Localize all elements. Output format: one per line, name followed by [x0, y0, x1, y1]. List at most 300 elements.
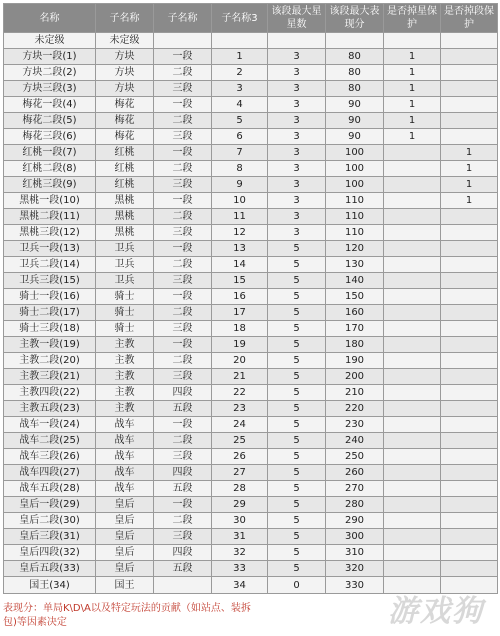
table-cell: 5 [268, 417, 326, 433]
table-cell [212, 33, 268, 49]
table-cell: 三段 [154, 177, 212, 193]
table-cell: 3 [268, 145, 326, 161]
table-cell: 主教 [96, 401, 154, 417]
table-cell: 12 [212, 225, 268, 241]
table-header-row [4, 4, 498, 33]
table-cell: 5 [268, 337, 326, 353]
rank-table-container [3, 3, 497, 594]
table-cell: 260 [326, 465, 384, 481]
table-cell [384, 273, 441, 289]
table-cell: 5 [268, 449, 326, 465]
table-cell [384, 433, 441, 449]
table-cell: 红桃 [96, 177, 154, 193]
table-row [4, 241, 498, 257]
table-row [4, 49, 498, 65]
table-cell: 黑桃三段(12) [4, 225, 96, 241]
table-cell: 3 [268, 193, 326, 209]
table-cell: 皇后四段(32) [4, 545, 96, 561]
table-cell: 100 [326, 145, 384, 161]
table-cell [384, 257, 441, 273]
table-cell: 22 [212, 385, 268, 401]
table-row [4, 513, 498, 529]
table-row [4, 273, 498, 289]
table-cell [384, 161, 441, 177]
table-cell [441, 481, 498, 497]
table-cell: 2 [212, 65, 268, 81]
table-cell [441, 337, 498, 353]
table-cell: 一段 [154, 417, 212, 433]
table-cell: 24 [212, 417, 268, 433]
table-cell: 黑桃二段(11) [4, 209, 96, 225]
table-cell: 90 [326, 113, 384, 129]
table-cell [441, 433, 498, 449]
table-cell [154, 577, 212, 594]
table-cell: 5 [268, 561, 326, 577]
table-cell: 三段 [154, 225, 212, 241]
table-cell: 战车 [96, 481, 154, 497]
table-cell: 红桃 [96, 145, 154, 161]
table-cell: 5 [268, 273, 326, 289]
table-cell [384, 145, 441, 161]
table-cell [441, 401, 498, 417]
table-cell: 三段 [154, 449, 212, 465]
table-cell: 27 [212, 465, 268, 481]
table-cell: 110 [326, 209, 384, 225]
table-cell: 方块 [96, 65, 154, 81]
table-cell: 3 [268, 65, 326, 81]
table-cell: 200 [326, 369, 384, 385]
table-cell: 皇后 [96, 513, 154, 529]
table-cell: 黑桃一段(10) [4, 193, 96, 209]
table-cell [384, 209, 441, 225]
table-cell: 二段 [154, 65, 212, 81]
table-cell [441, 273, 498, 289]
table-cell: 1 [384, 65, 441, 81]
table-cell: 战车 [96, 417, 154, 433]
column-header: 是否掉段保护 [441, 4, 498, 33]
table-cell: 190 [326, 353, 384, 369]
table-row [4, 433, 498, 449]
table-cell: 黑桃 [96, 209, 154, 225]
table-cell: 15 [212, 273, 268, 289]
table-row [4, 449, 498, 465]
table-cell: 梅花三段(6) [4, 129, 96, 145]
table-cell: 5 [268, 257, 326, 273]
table-row [4, 289, 498, 305]
table-cell: 卫兵 [96, 241, 154, 257]
table-cell: 230 [326, 417, 384, 433]
column-header: 子名称 [96, 4, 154, 33]
table-cell: 33 [212, 561, 268, 577]
table-cell: 3 [268, 49, 326, 65]
table-cell [384, 529, 441, 545]
table-cell: 黑桃 [96, 225, 154, 241]
table-cell: 主教 [96, 385, 154, 401]
table-cell [441, 449, 498, 465]
table-cell: 3 [268, 129, 326, 145]
table-cell: 9 [212, 177, 268, 193]
table-row [4, 337, 498, 353]
table-cell [441, 209, 498, 225]
table-row [4, 225, 498, 241]
table-cell: 皇后三段(31) [4, 529, 96, 545]
table-cell: 方块二段(2) [4, 65, 96, 81]
table-cell: 5 [268, 433, 326, 449]
table-row [4, 65, 498, 81]
table-cell: 骑士三段(18) [4, 321, 96, 337]
table-cell: 一段 [154, 289, 212, 305]
table-cell: 34 [212, 577, 268, 594]
table-cell: 三段 [154, 129, 212, 145]
table-cell: 主教 [96, 337, 154, 353]
table-cell [384, 465, 441, 481]
table-row [4, 129, 498, 145]
table-cell: 主教五段(23) [4, 401, 96, 417]
table-cell: 29 [212, 497, 268, 513]
table-cell: 皇后 [96, 497, 154, 513]
table-cell: 红桃 [96, 161, 154, 177]
table-row [4, 257, 498, 273]
table-cell: 3 [268, 97, 326, 113]
table-cell: 160 [326, 305, 384, 321]
table-cell: 5 [268, 305, 326, 321]
table-cell [441, 305, 498, 321]
table-cell: 140 [326, 273, 384, 289]
column-header: 该段最大星星数 [268, 4, 326, 33]
table-cell: 3 [268, 209, 326, 225]
table-cell: 二段 [154, 161, 212, 177]
table-cell: 四段 [154, 545, 212, 561]
table-cell: 主教 [96, 369, 154, 385]
column-header: 子名称3 [212, 4, 268, 33]
table-cell: 黑桃 [96, 193, 154, 209]
table-cell: 90 [326, 97, 384, 113]
table-cell: 100 [326, 161, 384, 177]
table-cell: 5 [268, 481, 326, 497]
table-cell: 战车三段(26) [4, 449, 96, 465]
table-cell: 卫兵一段(13) [4, 241, 96, 257]
table-cell [441, 545, 498, 561]
table-cell: 皇后一段(29) [4, 497, 96, 513]
table-cell: 1 [384, 113, 441, 129]
table-cell: 战车一段(24) [4, 417, 96, 433]
table-cell: 5 [268, 465, 326, 481]
table-cell: 320 [326, 561, 384, 577]
table-row [4, 145, 498, 161]
table-cell [441, 417, 498, 433]
table-cell [384, 401, 441, 417]
table-cell: 5 [268, 385, 326, 401]
table-cell: 14 [212, 257, 268, 273]
table-cell: 二段 [154, 209, 212, 225]
table-cell: 二段 [154, 433, 212, 449]
table-cell: 23 [212, 401, 268, 417]
table-cell: 方块 [96, 81, 154, 97]
table-cell [384, 481, 441, 497]
table-cell: 三段 [154, 273, 212, 289]
table-cell: 骑士 [96, 289, 154, 305]
table-cell: 方块 [96, 49, 154, 65]
table-cell: 1 [441, 177, 498, 193]
table-cell: 3 [268, 113, 326, 129]
table-cell: 270 [326, 481, 384, 497]
column-header: 该段最大表现分 [326, 4, 384, 33]
table-cell: 130 [326, 257, 384, 273]
table-cell: 5 [268, 289, 326, 305]
table-cell [441, 241, 498, 257]
table-row [4, 33, 498, 49]
table-cell: 主教 [96, 353, 154, 369]
table-cell: 5 [268, 401, 326, 417]
table-cell: 80 [326, 81, 384, 97]
table-row [4, 417, 498, 433]
table-cell [441, 385, 498, 401]
table-cell [441, 497, 498, 513]
table-cell: 一段 [154, 49, 212, 65]
table-cell: 主教四段(22) [4, 385, 96, 401]
table-row [4, 545, 498, 561]
table-row [4, 465, 498, 481]
table-cell: 三段 [154, 321, 212, 337]
table-cell: 战车二段(25) [4, 433, 96, 449]
table-cell: 3 [268, 225, 326, 241]
table-cell: 三段 [154, 369, 212, 385]
table-cell: 1 [384, 81, 441, 97]
table-cell: 二段 [154, 257, 212, 273]
table-cell: 330 [326, 577, 384, 594]
table-cell: 4 [212, 97, 268, 113]
table-cell: 3 [268, 177, 326, 193]
table-cell: 13 [212, 241, 268, 257]
table-cell: 红桃一段(7) [4, 145, 96, 161]
table-cell: 32 [212, 545, 268, 561]
table-cell: 未定级 [4, 33, 96, 49]
table-cell: 5 [268, 513, 326, 529]
column-header: 子名称 [154, 4, 212, 33]
table-row [4, 177, 498, 193]
table-cell: 5 [268, 241, 326, 257]
table-cell: 5 [268, 497, 326, 513]
table-cell: 二段 [154, 353, 212, 369]
table-cell: 250 [326, 449, 384, 465]
table-cell [384, 321, 441, 337]
table-cell [384, 337, 441, 353]
table-cell: 未定级 [96, 33, 154, 49]
table-row [4, 321, 498, 337]
table-cell [384, 385, 441, 401]
table-cell [441, 353, 498, 369]
table-cell: 240 [326, 433, 384, 449]
table-row [4, 481, 498, 497]
table-cell: 一段 [154, 497, 212, 513]
table-cell: 6 [212, 129, 268, 145]
table-cell: 31 [212, 529, 268, 545]
table-row [4, 81, 498, 97]
table-cell: 3 [212, 81, 268, 97]
table-cell: 1 [441, 145, 498, 161]
table-cell: 11 [212, 209, 268, 225]
table-cell [384, 177, 441, 193]
table-row [4, 193, 498, 209]
table-cell [441, 225, 498, 241]
table-cell: 五段 [154, 401, 212, 417]
table-cell [326, 33, 384, 49]
table-cell: 80 [326, 49, 384, 65]
table-cell: 28 [212, 481, 268, 497]
table-cell: 80 [326, 65, 384, 81]
table-cell: 5 [268, 545, 326, 561]
table-cell: 方块三段(3) [4, 81, 96, 97]
table-cell: 一段 [154, 145, 212, 161]
table-cell [384, 289, 441, 305]
table-cell: 7 [212, 145, 268, 161]
table-cell: 皇后 [96, 561, 154, 577]
table-cell [441, 369, 498, 385]
table-cell [384, 369, 441, 385]
table-cell [268, 33, 326, 49]
table-cell: 1 [384, 49, 441, 65]
table-cell: 皇后 [96, 529, 154, 545]
table-cell: 五段 [154, 561, 212, 577]
table-cell: 五段 [154, 481, 212, 497]
table-cell: 10 [212, 193, 268, 209]
table-cell: 方块一段(1) [4, 49, 96, 65]
rank-table [3, 3, 498, 594]
table-cell: 3 [268, 81, 326, 97]
table-row [4, 113, 498, 129]
table-row [4, 305, 498, 321]
table-cell: 红桃二段(8) [4, 161, 96, 177]
table-cell: 骑士二段(17) [4, 305, 96, 321]
table-cell [441, 65, 498, 81]
table-cell: 170 [326, 321, 384, 337]
table-cell: 三段 [154, 529, 212, 545]
table-cell: 骑士 [96, 321, 154, 337]
table-cell: 卫兵三段(15) [4, 273, 96, 289]
table-cell: 280 [326, 497, 384, 513]
table-cell [441, 289, 498, 305]
table-cell: 骑士 [96, 305, 154, 321]
table-cell: 梅花 [96, 113, 154, 129]
table-cell: 30 [212, 513, 268, 529]
table-cell [384, 497, 441, 513]
table-cell [384, 417, 441, 433]
table-cell: 5 [268, 353, 326, 369]
column-header: 名称 [4, 4, 96, 33]
table-cell: 二段 [154, 305, 212, 321]
table-cell: 20 [212, 353, 268, 369]
table-cell: 国王 [96, 577, 154, 594]
table-cell: 卫兵二段(14) [4, 257, 96, 273]
table-row [4, 529, 498, 545]
table-cell [441, 129, 498, 145]
table-cell: 梅花 [96, 129, 154, 145]
table-cell: 梅花二段(5) [4, 113, 96, 129]
table-cell [441, 113, 498, 129]
table-cell [441, 33, 498, 49]
table-cell: 1 [441, 161, 498, 177]
table-cell: 战车四段(27) [4, 465, 96, 481]
table-cell: 18 [212, 321, 268, 337]
table-cell: 一段 [154, 193, 212, 209]
table-cell [384, 353, 441, 369]
table-cell [441, 513, 498, 529]
table-row [4, 497, 498, 513]
table-cell: 26 [212, 449, 268, 465]
table-cell: 210 [326, 385, 384, 401]
table-row [4, 561, 498, 577]
table-cell [384, 545, 441, 561]
table-cell: 一段 [154, 337, 212, 353]
table-cell: 红桃三段(9) [4, 177, 96, 193]
table-row [4, 385, 498, 401]
table-cell: 皇后五段(33) [4, 561, 96, 577]
table-row [4, 209, 498, 225]
table-cell: 110 [326, 225, 384, 241]
table-cell: 25 [212, 433, 268, 449]
table-cell: 1 [441, 193, 498, 209]
table-cell: 150 [326, 289, 384, 305]
table-cell: 卫兵 [96, 257, 154, 273]
table-cell [441, 97, 498, 113]
table-cell: 战车 [96, 449, 154, 465]
table-cell: 皇后 [96, 545, 154, 561]
table-cell: 21 [212, 369, 268, 385]
table-cell: 四段 [154, 465, 212, 481]
table-cell: 0 [268, 577, 326, 594]
table-cell: 主教一段(19) [4, 337, 96, 353]
table-cell: 1 [384, 129, 441, 145]
table-cell [441, 81, 498, 97]
table-row [4, 97, 498, 113]
table-cell: 180 [326, 337, 384, 353]
table-cell: 220 [326, 401, 384, 417]
footnote-text: 表现分：单局K\D\A以及特定玩法的贡献（如站点、装拆包)等因素决定 [3, 603, 251, 628]
table-cell: 3 [268, 161, 326, 177]
table-cell [441, 321, 498, 337]
table-cell: 战车 [96, 465, 154, 481]
table-cell: 二段 [154, 513, 212, 529]
table-cell: 310 [326, 545, 384, 561]
watermark-logo: 游戏狗 [388, 594, 484, 629]
table-row [4, 353, 498, 369]
table-cell: 四段 [154, 385, 212, 401]
table-cell [384, 225, 441, 241]
table-cell: 二段 [154, 113, 212, 129]
table-cell: 5 [212, 113, 268, 129]
table-cell: 290 [326, 513, 384, 529]
table-cell: 19 [212, 337, 268, 353]
table-cell [384, 33, 441, 49]
table-cell: 卫兵 [96, 273, 154, 289]
table-cell: 战车五段(28) [4, 481, 96, 497]
table-cell: 16 [212, 289, 268, 305]
table-cell [441, 49, 498, 65]
table-cell: 梅花 [96, 97, 154, 113]
table-body [4, 33, 498, 594]
table-cell [441, 465, 498, 481]
table-cell: 100 [326, 177, 384, 193]
table-cell: 梅花一段(4) [4, 97, 96, 113]
table-cell: 90 [326, 129, 384, 145]
table-cell [384, 305, 441, 321]
table-cell: 一段 [154, 241, 212, 257]
table-cell: 主教三段(21) [4, 369, 96, 385]
table-row [4, 369, 498, 385]
table-cell: 一段 [154, 97, 212, 113]
table-cell: 5 [268, 369, 326, 385]
table-row [4, 161, 498, 177]
